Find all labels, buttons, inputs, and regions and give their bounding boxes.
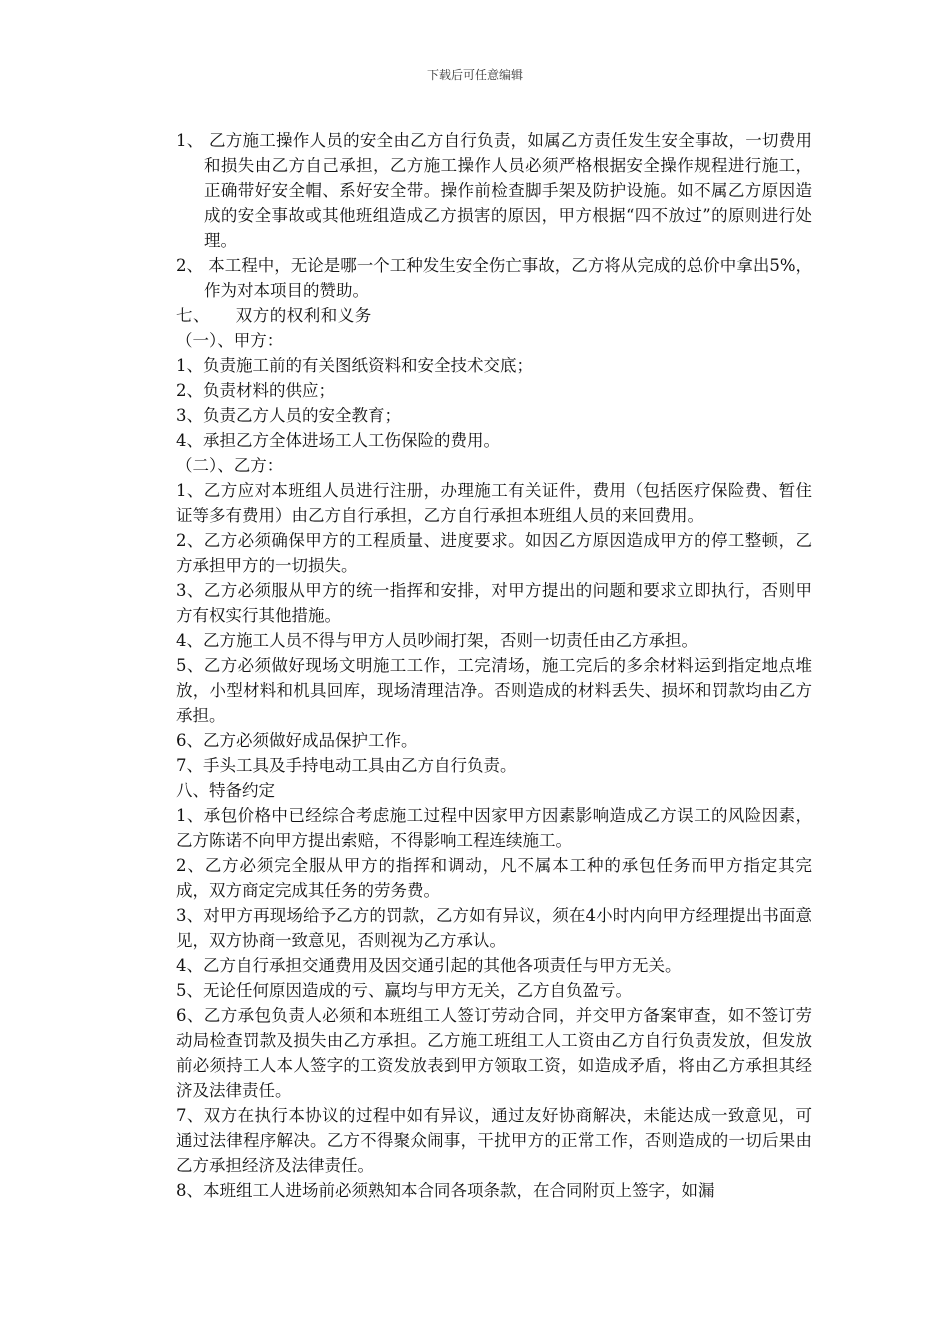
paragraph: 4、承担乙方全体进场工人工伤保险的费用。: [176, 431, 500, 450]
paragraph: 1、 乙方施工操作人员的安全由乙方自行负责，如属乙方责任发生安全事故，一切费用和损失由乙方自己承担，乙方施工操作人员必须严格根据安全操作规程进行施工，正确带好安全帽、系好安全带。操作前检查脚手架及防护设施。如不属乙方原因造成的安全事故或其他班组造成乙方损害的原因，甲方根据“四不放过”的原则进行处理。: [176, 131, 812, 250]
paragraph: 6、乙方承包负责人必须和本班组工人签订劳动合同，并交甲方备案审查，如不签订劳动局检查罚款及损失由乙方承担。乙方施工班组工人工资由乙方自行负责发放，但发放前必须持工人本人签字的工资发放表到甲方领取工资，如造成矛盾，将由乙方承担其经济及法律责任。: [176, 1006, 812, 1100]
paragraph: 2、乙方必须确保甲方的工程质量、进度要求。如因乙方原因造成甲方的停工整顿，乙方承担甲方的一切损失。: [176, 531, 812, 575]
paragraph: 3、负责乙方人员的安全教育；: [176, 406, 401, 425]
paragraph: 3、对甲方再现场给予乙方的罚款，乙方如有异议，须在4小时内向甲方经理提出书面意见，双方协商一致意见，否则视为乙方承认。: [176, 906, 812, 950]
subsection-heading: （二）、乙方：: [176, 456, 284, 475]
paragraph: 4、乙方施工人员不得与甲方人员吵闹打架，否则一切责任由乙方承担。: [176, 631, 698, 650]
paragraph: 8、本班组工人进场前必须熟知本合同各项条款，在合同附页上签字，如漏: [176, 1181, 715, 1200]
paragraph: 2、乙方必须完全服从甲方的指挥和调动，凡不属本工种的承包任务而甲方指定其完成，双方商定完成其任务的劳务费。: [176, 856, 812, 900]
paragraph: 2、 本工程中，无论是哪一个工种发生安全伤亡事故，乙方将从完成的总价中拿出5%，作为对本项目的赞助。: [176, 256, 812, 300]
paragraph: 1、乙方应对本班组人员进行注册，办理施工有关证件，费用（包括医疗保险费、暂住证等多有费用）由乙方自行承担，乙方自行承担本班组人员的来回费用。: [176, 481, 812, 525]
subsection-heading: （一）、甲方：: [176, 331, 284, 350]
document-body: [176, 128, 812, 1203]
paragraph: 4、乙方自行承担交通费用及因交通引起的其他各项责任与甲方无关。: [176, 956, 682, 975]
paragraph: 5、无论任何原因造成的亏、赢均与甲方无关，乙方自负盈亏。: [176, 981, 632, 1000]
paragraph: 6、乙方必须做好成品保护工作。: [176, 731, 418, 750]
section-heading: 八、特备约定: [176, 781, 275, 800]
paragraph: 3、乙方必须服从甲方的统一指挥和安排，对甲方提出的问题和要求立即执行，否则甲方有权实行其他措施。: [176, 581, 812, 625]
paragraph: 7、手头工具及手持电动工具由乙方自行负责。: [176, 756, 517, 775]
paragraph: 2、负责材料的供应；: [176, 381, 335, 400]
section-heading: 七、 双方的权利和义务: [176, 306, 372, 325]
paragraph: 1、承包价格中已经综合考虑施工过程中因家甲方因素影响造成乙方误工的风险因素，乙方陈诺不向甲方提出索赔，不得影响工程连续施工。: [176, 806, 812, 850]
paragraph: 7、双方在执行本协议的过程中如有异议，通过友好协商解决，未能达成一致意见，可通过法律程序解决。乙方不得聚众闹事，干扰甲方的正常工作，否则造成的一切后果由乙方承担经济及法律责任。: [176, 1106, 812, 1175]
page-header: 下载后可任意编辑: [426, 68, 523, 82]
paragraph: 1、负责施工前的有关图纸资料和安全技术交底；: [176, 356, 533, 375]
paragraph: 5、乙方必须做好现场文明施工工作，工完清场，施工完后的多余材料运到指定地点堆放，小型材料和机具回库，现场清理洁净。否则造成的材料丢失、损坏和罚款均由乙方承担。: [176, 656, 812, 725]
